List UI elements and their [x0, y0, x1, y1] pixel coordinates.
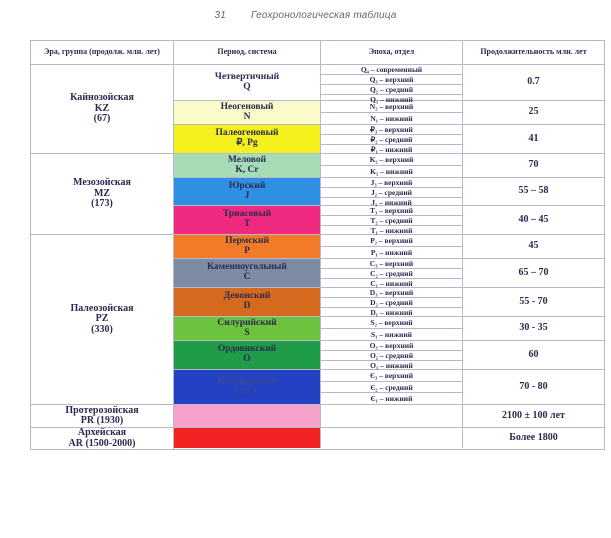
epochs-group	[321, 101, 463, 124]
period-cell	[174, 235, 321, 258]
epoch-cell: S₁ – нижний	[371, 330, 412, 339]
period-code: O	[243, 354, 251, 364]
period-code: S	[244, 327, 250, 338]
period-code: D	[243, 301, 251, 311]
epoch-cell: O₂ – средний	[321, 351, 462, 361]
period-cell	[174, 428, 321, 448]
header-period: Период, система	[174, 41, 321, 64]
epochs-group	[321, 125, 463, 153]
epoch-cell: J₁ – нижний	[371, 198, 412, 207]
period-cell	[174, 206, 321, 234]
epoch-cell: D₂ – средний	[321, 298, 462, 308]
period-cell	[174, 405, 321, 427]
era-row	[31, 405, 604, 428]
epochs-group	[321, 428, 463, 448]
periods-group	[174, 154, 604, 234]
epoch-cell: K₁ – нижний	[370, 167, 413, 176]
period-name: Девонский	[223, 291, 271, 302]
period-row	[174, 288, 604, 317]
epoch-cell: O₁ – нижний	[370, 361, 413, 370]
epochs-group	[321, 65, 463, 104]
epochs-group	[321, 206, 463, 234]
period-cell	[174, 288, 321, 316]
period-code: Cm, Є	[234, 386, 260, 396]
duration-cell: 30 - 35	[519, 322, 548, 334]
epoch-cell: ₽₁ – нижний	[370, 145, 413, 154]
period-row	[174, 370, 604, 404]
period-cell	[174, 125, 321, 153]
era-name: Архейская	[77, 427, 127, 438]
table-title: Геохронологическая таблица	[250, 10, 397, 21]
duration-cell: Более 1800	[509, 431, 558, 443]
periods-group	[174, 405, 604, 427]
period-row	[174, 65, 604, 104]
period-name: Четвертичный	[214, 71, 280, 82]
duration-cell: 45	[528, 240, 539, 252]
epoch-cell: Є₃ – верхний	[321, 370, 462, 382]
period-name: Неогеновый	[220, 101, 274, 112]
epoch-cell: D₃ – верхний	[321, 288, 462, 298]
duration-cell: 25	[528, 106, 539, 118]
table-header	[31, 41, 604, 65]
period-name: Меловой	[227, 154, 267, 165]
period-row	[174, 317, 604, 341]
epoch-cell: C₁ – нижний	[370, 279, 413, 288]
epochs-group	[321, 405, 463, 427]
period-cell	[174, 154, 321, 177]
period-row	[174, 259, 604, 288]
duration-cell: 0.7	[527, 76, 540, 88]
epoch-cell: K₂ – верхний	[321, 154, 462, 166]
era-code: AR (1500-2000)	[68, 437, 136, 449]
era-row	[31, 65, 604, 154]
duration-cell: 41	[528, 132, 539, 144]
period-cell	[174, 178, 321, 205]
periods-group	[174, 428, 604, 449]
epoch-cell: Q₄ – современный	[321, 65, 462, 75]
duration-cell: 40 – 45	[518, 213, 549, 225]
epoch-cell: P₁ – нижний	[370, 248, 413, 257]
era-code: KZ	[94, 102, 110, 114]
era-code: MZ	[93, 187, 111, 199]
epoch-cell: P₂ – верхний	[321, 235, 462, 247]
period-cell	[174, 65, 321, 100]
period-name: Пермский	[225, 235, 269, 246]
duration-cell: 55 – 58	[518, 185, 549, 197]
period-code: T	[243, 219, 251, 229]
period-code: ₽, Pg	[236, 138, 258, 148]
period-name: Силурийский	[217, 317, 277, 328]
period-row	[174, 101, 604, 125]
epoch-cell: Q₁ – нижний	[370, 95, 413, 104]
epoch-cell: C₃ – верхний	[321, 259, 462, 269]
epoch-cell	[321, 428, 462, 448]
epoch-cell: Q₂ – средний	[321, 85, 462, 95]
epoch-cell: J₃ – верхний	[321, 178, 462, 188]
era-cell	[31, 65, 174, 153]
era-name: Палеозойская	[70, 302, 134, 314]
header-duration: Продолжительность млн. лет	[480, 47, 587, 57]
period-name: Юрский	[228, 180, 266, 191]
period-row	[174, 428, 604, 448]
epoch-cell: C₂ – средний	[321, 269, 462, 279]
geochronological-table	[30, 40, 605, 450]
period-cell	[174, 101, 321, 124]
header-era: Эра, группа (продолж. млн. лет)	[31, 41, 174, 64]
period-code: K, Cr	[235, 164, 259, 175]
period-name: Палеогеновый	[215, 128, 279, 139]
epochs-group	[321, 259, 463, 287]
era-cell	[31, 405, 174, 427]
era-name: Мезозойская	[73, 177, 131, 189]
header-epoch: Эпоха, отдел	[321, 41, 463, 64]
era-row	[31, 235, 604, 405]
period-cell	[174, 317, 321, 340]
epochs-group	[321, 288, 463, 316]
period-row	[174, 125, 604, 153]
page-number: 31	[214, 10, 226, 21]
era-cell	[31, 235, 174, 404]
era-row	[31, 154, 604, 235]
epoch-cell: N₁ – нижний	[370, 114, 413, 123]
epochs-group	[321, 370, 463, 404]
duration-cell: 55 - 70	[519, 295, 548, 307]
era-code: PR (1930)	[80, 415, 124, 426]
period-code: Q	[243, 81, 251, 92]
epochs-group	[321, 317, 463, 340]
period-code: N	[243, 111, 251, 122]
era-duration: (330)	[91, 323, 113, 335]
epoch-cell: D₁ – нижний	[370, 308, 413, 317]
epoch-cell: S₂ – верхний	[321, 317, 462, 329]
period-cell	[174, 259, 321, 287]
period-name: Каменноугольный	[207, 262, 287, 273]
period-name: Ордовикский	[217, 344, 277, 355]
period-row	[174, 235, 604, 259]
period-name: Триасовый	[222, 209, 272, 220]
epoch-cell: T₃ – верхний	[321, 206, 462, 216]
epochs-group	[321, 178, 463, 205]
epoch-cell: T₂ – средний	[321, 216, 462, 226]
epochs-group	[321, 341, 463, 369]
duration-cell: 70	[528, 159, 539, 171]
period-name: Кембрийский	[217, 376, 277, 387]
duration-cell: 65 – 70	[518, 266, 549, 278]
periods-group	[174, 235, 604, 404]
epoch-cell: Є₂ – средний	[321, 382, 462, 394]
periods-group	[174, 65, 604, 153]
era-name: Протерозойская	[65, 404, 139, 416]
duration-cell: 60	[528, 348, 539, 360]
epochs-group	[321, 235, 463, 258]
period-code: J	[244, 190, 250, 201]
epoch-cell: ₽₂ – средний	[321, 135, 462, 145]
epoch-cell: T₁ – нижний	[370, 226, 413, 235]
epoch-cell: N₂ – верхний	[321, 101, 462, 113]
period-row	[174, 405, 604, 427]
era-cell	[31, 428, 174, 449]
epochs-group	[321, 154, 463, 177]
epoch-cell: Є₁ – нижний	[370, 394, 413, 404]
period-row	[174, 154, 604, 178]
era-cell	[31, 154, 174, 234]
period-code: C	[243, 272, 251, 282]
period-row	[174, 206, 604, 234]
epoch-cell: ₽₃ – верхний	[321, 125, 462, 135]
period-cell	[174, 341, 321, 369]
period-row	[174, 178, 604, 206]
period-code: P	[244, 245, 250, 256]
epoch-cell: O₃ – верхний	[321, 341, 462, 351]
epoch-cell	[321, 405, 462, 427]
period-row	[174, 341, 604, 370]
period-cell	[174, 370, 321, 404]
duration-cell: 2100 ± 100 лет	[502, 409, 565, 421]
epoch-cell: J₂ – средний	[321, 188, 462, 198]
epoch-cell: Q₃ – верхний	[321, 75, 462, 85]
era-row	[31, 428, 604, 449]
duration-cell: 70 - 80	[519, 380, 548, 392]
document-title	[0, 10, 611, 21]
era-code: PZ	[95, 313, 109, 325]
era-name: Кайнозойская	[70, 92, 134, 104]
era-duration: (173)	[91, 198, 113, 210]
era-duration: (67)	[93, 113, 111, 125]
